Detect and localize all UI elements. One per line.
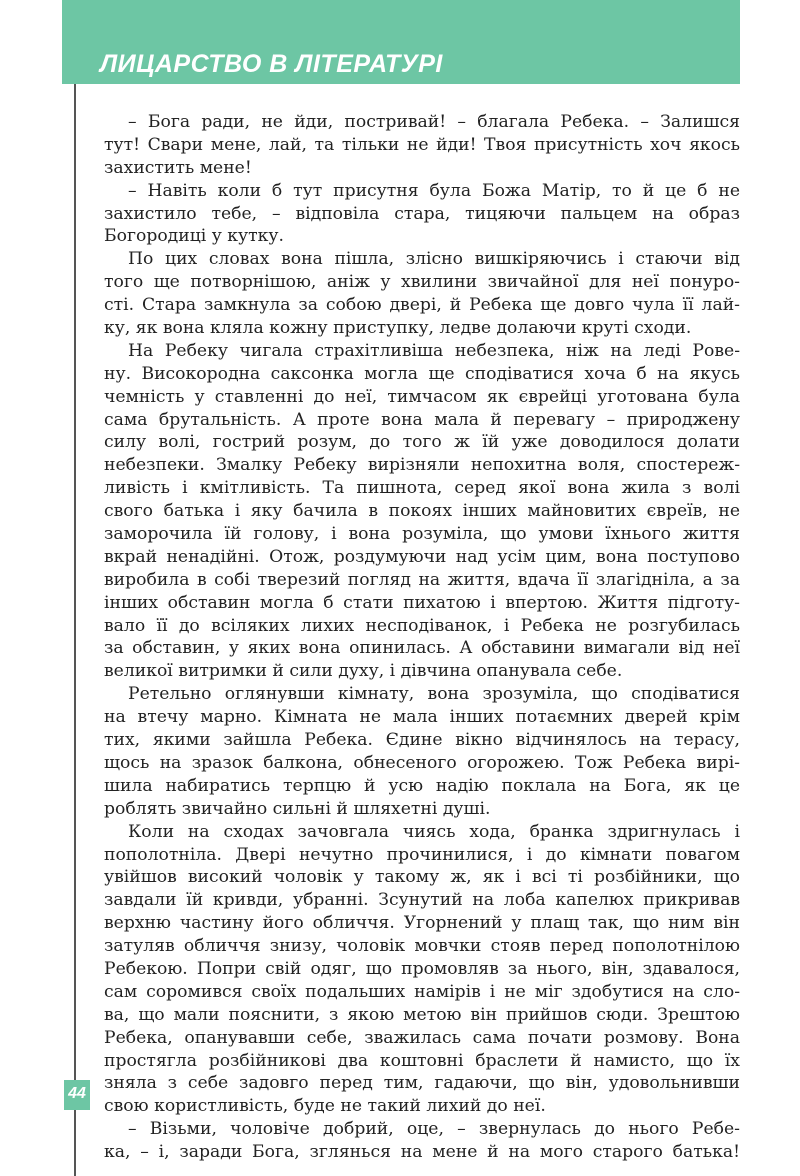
text-line: за обставин, у яких вона опинилась. А обставини вимагали від неї [104,638,740,659]
text-line: Ретельно оглянувши кімнату, вона зрозуміла, що сподіватися [128,684,740,705]
text-line: на втечу марно. Кімната не мала інших потаємних дверей крім [104,707,740,728]
text-line: небезпеки. Змалку Ребеку вирізняли непохитна воля, спостереж- [104,455,740,476]
text-line: роблять звичайно сильні й шляхетні душі. [104,798,491,819]
text-line: великої витримки й сили духу, і дівчина опанувала себе. [104,661,623,682]
text-line: тих, якими зайшла Ребека. Єдине вікно відчинялось на терасу, [104,730,740,751]
text-line: – Бога ради, не йди, постривай! – благала Ребека. – Залишся [128,112,740,132]
text-line: ва, що мали пояснити, з якою метою він прийшов сюди. Зрештою [104,1004,740,1025]
text-line: простягла розбійникові два коштовні браслети й намисто, що їх [104,1050,740,1071]
text-line: Коли на сходах зачовгала чиясь хода, бранка здригнулась і [128,821,740,842]
text-line: тут! Свари мене, лай, та тільки не йди! Твоя присутність хоч якось [104,134,740,155]
text-line: того ще потворнішою, аніж у хвилини звичайної для неї понуро- [104,272,740,293]
text-line: завдали їй кривди, убранні. Зсунутий на лоба капелюх прикривав [104,890,740,911]
text-line: свою користливість, буде не такий лихий до неї. [104,1096,546,1117]
text-line: ливість і кмітливість. Та пишнота, серед якої вона жила з волі [104,478,740,499]
text-line: По цих словах вона пішла, злісно вишкіряючись і стаючи від [128,249,740,270]
text-line: затуляв обличчя знизу, чоловік мовчки стояв перед пополотнілою [104,936,740,957]
text-line: ка, – і, заради Бога, зглянься на мене й на мого старого батька! [104,1142,740,1163]
text-line: щось на зразок балкона, обнесеного огорожею. Тож Ребека вирі- [104,752,740,773]
running-header-title: ЛИЦАРСТВО В ЛІТЕРАТУРІ [100,50,443,78]
text-line: виробила в собі тверезий погляд на життя, вдача її злагідніла, а за [104,569,740,590]
page-number: 44 [68,1085,86,1102]
text-line: вало її до всіляких лихих несподіванок, і Ребека не розгубилась [104,615,740,636]
text-line: захистило тебе, – відповіла стара, тицяючи пальцем на образ [104,203,740,224]
text-line: заморочила їй голову, і вона розуміла, що умови їхнього життя [104,524,740,545]
text-line: шила набиратись терпцю й усю надію поклала на Бога, як це [104,775,740,796]
text-line: Ребека, опанувавши себе, зважилась сама почати розмову. Вона [104,1027,740,1048]
margin-rule [74,84,76,1176]
text-line: На Ребеку чигала страхітливіша небезпека, ніж на леді Рове- [128,340,740,361]
text-line: сті. Стара замкнула за собою двері, й Ребека ще довго чула її лай- [104,295,740,316]
text-line: інших обставин могла б стати пихатою і впертою. Життя підготу- [104,592,740,613]
text-line: Богородиці у кутку. [104,226,284,247]
text-line: захистить мене! [104,157,252,178]
text-line: увійшов високий чоловік у такому ж, як і всі ті розбійники, що [104,867,740,888]
text-line: сам соромився своїх подальших намірів і не міг здобутися на сло- [104,981,740,1002]
text-line: свого батька і яку бачила в покоях інших майновитих євреїв, не [104,501,740,522]
text-line: чемність у ставленні до неї, тимчасом як єврейці уготована була [104,386,740,407]
text-line: Ребекою. Попри свій одяг, що промовляв за нього, він, здавалося, [104,958,740,979]
text-line: пополотніла. Двері нечутно прочинилися, і до кімнати повагом [104,844,740,865]
text-line: – Навіть коли б тут присутня була Божа Матір, то й це б не [128,180,740,201]
text-line: сама брутальність. А проте вона мала й перевагу – природжену [104,409,740,430]
text-line: верхню частину його обличчя. Угорнений у плащ так, що ним він [104,913,740,934]
text-line: силу волі, гострий розум, до того ж їй уже доводилося долати [104,432,740,453]
body-text [104,111,740,1164]
text-line: ку, як вона кляла кожну приступку, ледве долаючи круті сходи. [104,318,692,339]
text-line: – Візьми, чоловіче добрий, оце, – звернулась до нього Ребе- [128,1119,740,1140]
text-line: зняла з себе задовго перед тим, гадаючи, що він, удовольнивши [104,1073,740,1094]
text-line: ну. Високородна саксонка могла ще сподіватися хоча б на якусь [104,363,740,384]
text-line: вкрай ненадійні. Отож, роздумуючи над усім цим, вона поступово [104,546,740,567]
